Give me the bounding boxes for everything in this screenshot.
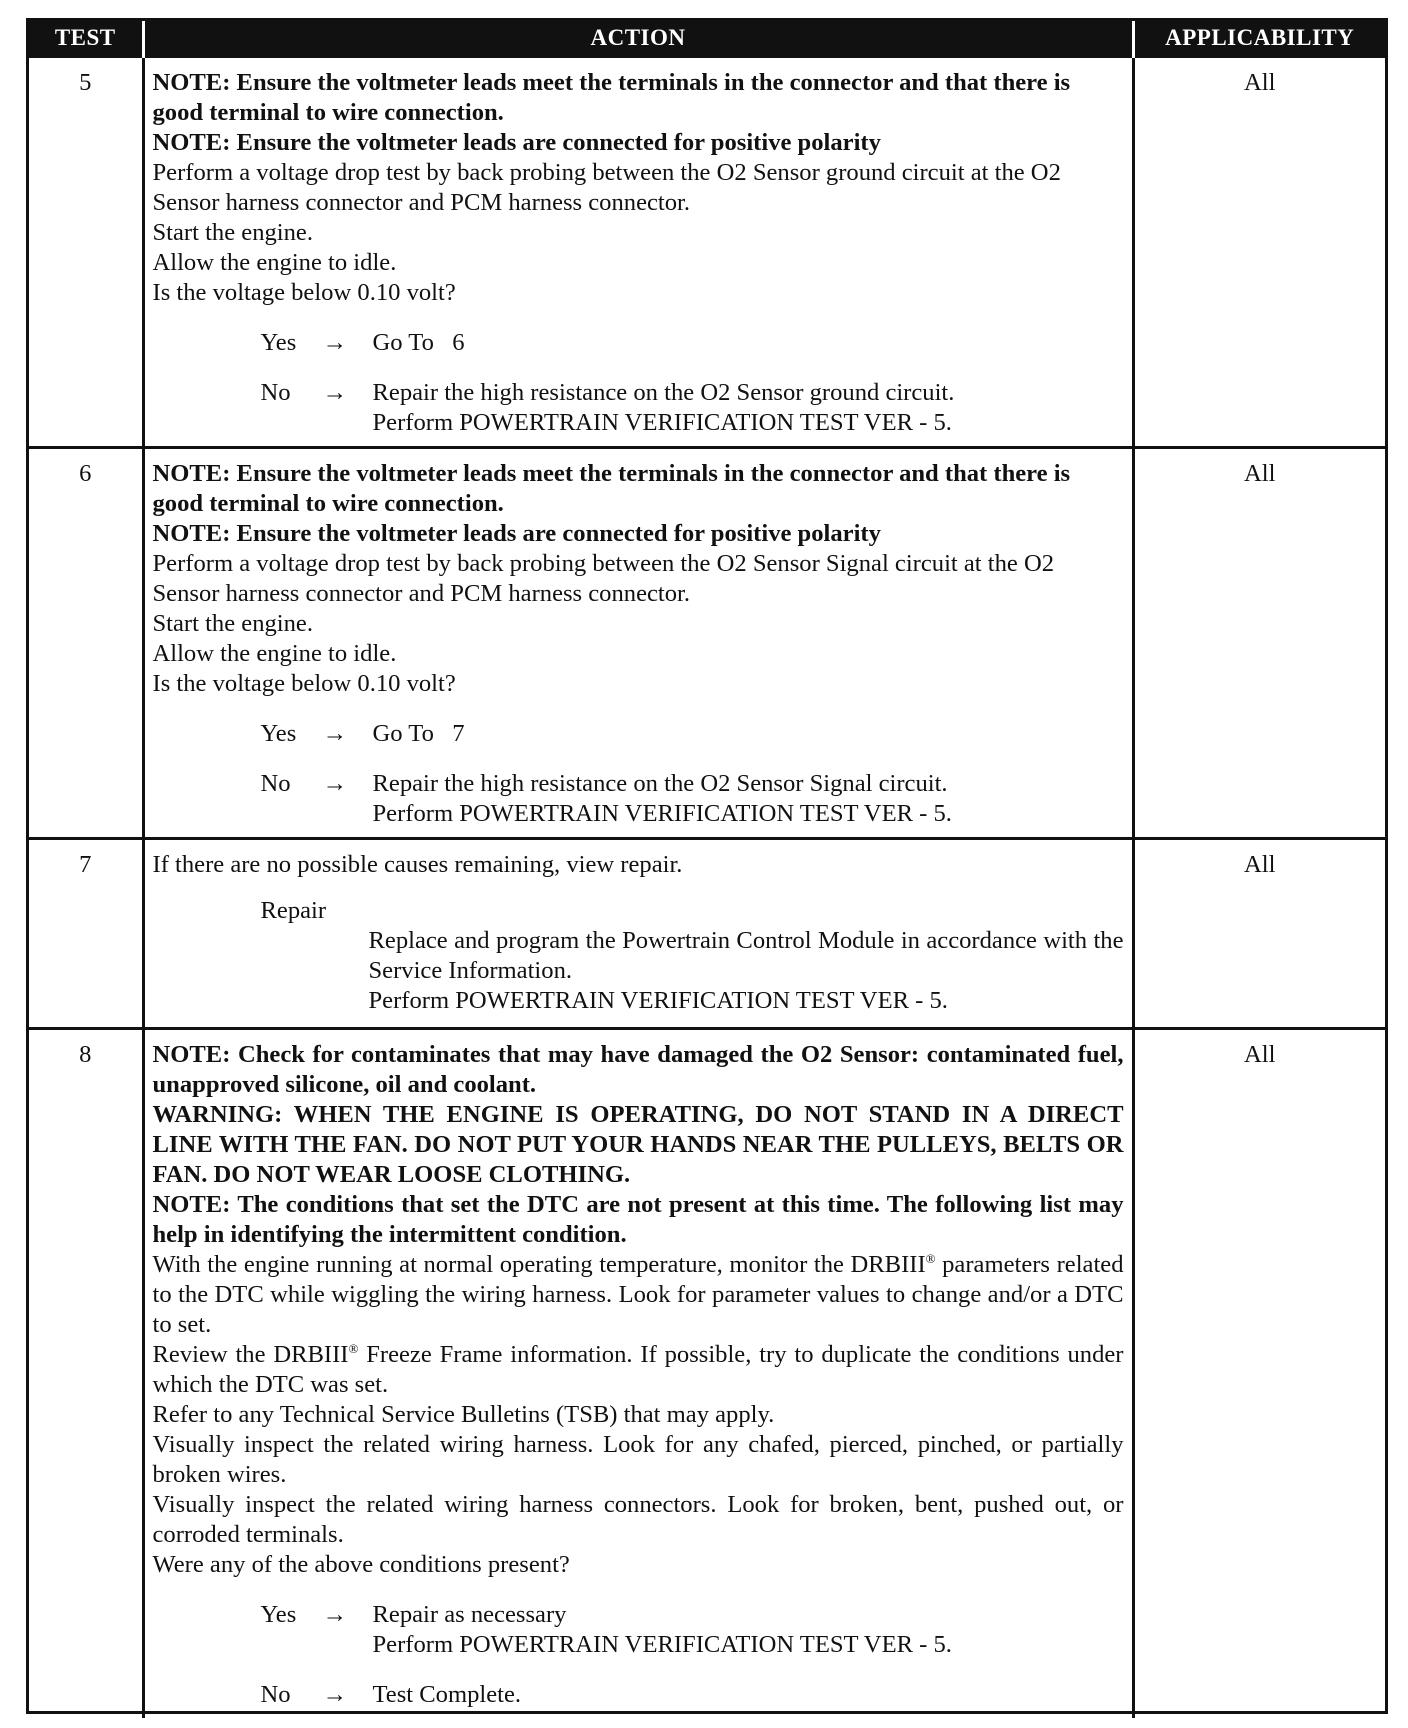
action-cell bbox=[143, 57, 1133, 448]
arrow-icon: → bbox=[322, 1681, 348, 1708]
warning: WARNING: WHEN THE ENGINE IS OPERATING, DO NOT STAND IN A DIRECT LINE WITH THE FAN. DO NOT PUT YOUR HANDS NEAR THE PULLEYS, BELTS OR FAN. DO NOT WEAR LOOSE CLOTHING. bbox=[152, 1101, 1124, 1188]
registered-mark: ® bbox=[348, 1340, 359, 1356]
test-number: 5 bbox=[29, 57, 143, 448]
header-test: TEST bbox=[29, 21, 143, 57]
step-text: Allow the engine to idle. bbox=[152, 249, 397, 276]
registered-mark: ® bbox=[925, 1250, 936, 1266]
yes-label: Yes bbox=[260, 1601, 297, 1628]
step-text: Start the engine. bbox=[152, 610, 313, 637]
repair-text: Replace and program the Powertrain Control Module in accordance with the Service Information. bbox=[368, 927, 1124, 984]
step-text: Refer to any Technical Service Bulletins (TSB) that may apply. bbox=[152, 1401, 775, 1428]
arrow-icon: → bbox=[322, 329, 348, 356]
action-cell bbox=[143, 1029, 1133, 1719]
no-action: Repair the high resistance on the O2 Sensor Signal circuit. bbox=[372, 770, 948, 797]
procedure-page bbox=[26, 18, 1388, 1714]
yes-branch bbox=[261, 328, 1124, 358]
applicability-value: All bbox=[1133, 839, 1385, 1029]
no-label: No bbox=[260, 1681, 291, 1708]
arrow-icon: → bbox=[322, 379, 348, 406]
step-text: With the engine running at normal operating temperature, monitor the DRBIII® parameters related to the DTC while wiggling the wiring harness. Look for parameter values to change and/or a DTC to set. bbox=[152, 1250, 1124, 1338]
step-text: Perform a voltage drop test by back probing between the O2 Sensor Signal circuit at the O2 Sensor harness connector and PCM harness connector. bbox=[152, 550, 1055, 607]
yes-label: Yes bbox=[260, 720, 297, 747]
yes-branch bbox=[261, 1600, 1124, 1660]
test-number: 6 bbox=[29, 448, 143, 839]
arrow-icon: → bbox=[322, 770, 348, 797]
applicability-value: All bbox=[1133, 1029, 1385, 1719]
arrow-icon: → bbox=[322, 720, 348, 747]
step-text: Review the DRBIII® Freeze Frame information. If possible, try to duplicate the conditions under which the DTC was set. bbox=[152, 1340, 1124, 1398]
procedure-table bbox=[29, 21, 1385, 1718]
test-number: 8 bbox=[29, 1029, 143, 1719]
question-text: Were any of the above conditions present? bbox=[152, 1551, 570, 1578]
question-text: Is the voltage below 0.10 volt? bbox=[152, 279, 456, 306]
table-row bbox=[29, 1029, 1385, 1719]
table-row bbox=[29, 57, 1385, 448]
verification-text: Perform POWERTRAIN VERIFICATION TEST VER - 5. bbox=[372, 1631, 952, 1658]
verification-text: Perform POWERTRAIN VERIFICATION TEST VER - 5. bbox=[368, 987, 948, 1014]
note: NOTE: The conditions that set the DTC are not present at this time. The following list may help in identifying the intermittent condition. bbox=[152, 1191, 1124, 1248]
arrow-icon: → bbox=[322, 1601, 348, 1628]
table-header-row bbox=[29, 21, 1385, 57]
header-action: ACTION bbox=[143, 21, 1133, 57]
header-applicability: APPLICABILITY bbox=[1133, 21, 1385, 57]
no-branch bbox=[261, 769, 1124, 829]
verification-text: Perform POWERTRAIN VERIFICATION TEST VER - 5. bbox=[372, 800, 952, 827]
no-label: No bbox=[260, 379, 291, 406]
step-text: Visually inspect the related wiring harness connectors. Look for broken, bent, pushed out, or corroded terminals. bbox=[152, 1491, 1124, 1548]
step-text: Start the engine. bbox=[152, 219, 313, 246]
no-branch bbox=[261, 1680, 1124, 1710]
yes-branch bbox=[261, 719, 1124, 749]
action-cell bbox=[143, 839, 1133, 1029]
yes-action: Go To 6 bbox=[372, 329, 465, 356]
step-text: Allow the engine to idle. bbox=[152, 640, 397, 667]
note: NOTE: Ensure the voltmeter leads meet the terminals in the connector and that there is good terminal to wire connection. bbox=[152, 460, 1071, 517]
test-number: 7 bbox=[29, 839, 143, 1029]
verification-text: Perform POWERTRAIN VERIFICATION TEST VER - 5. bbox=[372, 409, 952, 436]
table-row bbox=[29, 448, 1385, 839]
repair-label: Repair bbox=[260, 897, 327, 924]
note: NOTE: Ensure the voltmeter leads meet the terminals in the connector and that there is good terminal to wire connection. bbox=[152, 69, 1071, 126]
no-branch bbox=[261, 378, 1124, 438]
no-action: Repair the high resistance on the O2 Sensor ground circuit. bbox=[372, 379, 955, 406]
note: NOTE: Ensure the voltmeter leads are connected for positive polarity bbox=[152, 129, 881, 156]
step-text: If there are no possible causes remaining, view repair. bbox=[152, 851, 683, 878]
yes-action: Go To 7 bbox=[372, 720, 465, 747]
applicability-value: All bbox=[1133, 448, 1385, 839]
yes-action: Repair as necessary bbox=[372, 1601, 567, 1628]
action-cell bbox=[143, 448, 1133, 839]
note: NOTE: Check for contaminates that may have damaged the O2 Sensor: contaminated fuel, unapproved silicone, oil and coolant. bbox=[152, 1041, 1124, 1098]
question-text: Is the voltage below 0.10 volt? bbox=[152, 670, 456, 697]
table-row bbox=[29, 839, 1385, 1029]
step-text: Perform a voltage drop test by back probing between the O2 Sensor ground circuit at the O2 Sensor harness connector and PCM harness connector. bbox=[152, 159, 1061, 216]
applicability-value: All bbox=[1133, 57, 1385, 448]
step-text: Visually inspect the related wiring harness. Look for any chafed, pierced, pinched, or partially broken wires. bbox=[152, 1431, 1124, 1488]
no-action: Test Complete. bbox=[372, 1681, 522, 1708]
no-label: No bbox=[260, 770, 291, 797]
note: NOTE: Ensure the voltmeter leads are connected for positive polarity bbox=[152, 520, 881, 547]
yes-label: Yes bbox=[260, 329, 297, 356]
